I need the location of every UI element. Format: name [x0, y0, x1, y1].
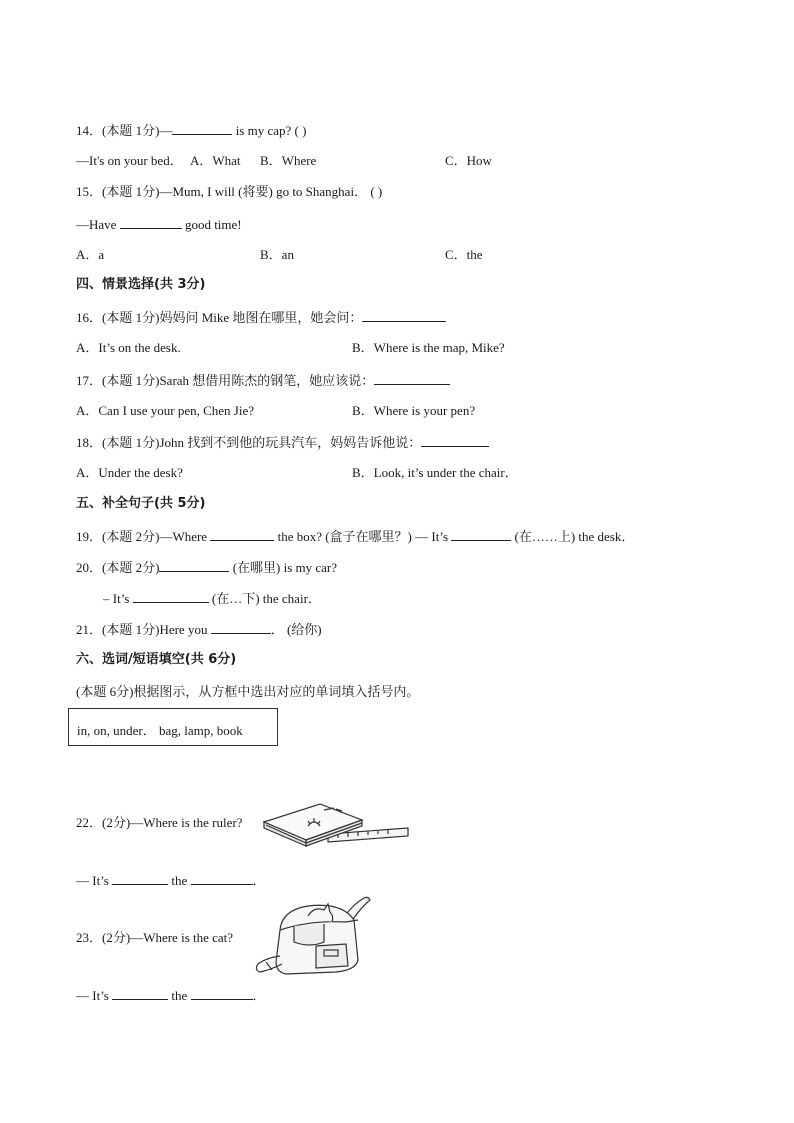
q15-reply: —Have good time! — [76, 217, 242, 232]
q19-blank-2[interactable] — [451, 528, 511, 541]
q22-blank-1[interactable] — [112, 872, 168, 885]
q15-option-a[interactable]: A．a — [76, 247, 105, 262]
q14-stem: 14．(本题 1分)— is my cap? ( ) — [76, 123, 307, 138]
q15-stem: 15．(本题 1分)—Mum, I will (将要) go to Shanghai． ( ) — [76, 184, 383, 199]
q14-answer-line: —It's on your bed． — [76, 153, 183, 168]
q20-stem: 20．(本题 2分) (在哪里) is my car? — [76, 560, 338, 575]
q14-blank[interactable] — [172, 122, 232, 135]
q19-stem: 19．(本题 2分)—Where the box? (盒子在哪里？) — It’s (在……上) the desk． — [76, 529, 635, 544]
q17-option-a[interactable]: A．Can I use your pen, Chen Jie? — [76, 403, 254, 418]
q17-option-b[interactable]: B．Where is your pen? — [352, 403, 476, 418]
q15-blank[interactable] — [120, 216, 182, 229]
q21-blank[interactable] — [211, 621, 271, 634]
section-6-heading: 六、选词/短语填空(共 6分) — [76, 652, 237, 667]
q20-reply: – It’s (在…下) the chair． — [103, 591, 321, 606]
word-box — [68, 708, 278, 746]
q18-option-b[interactable]: B．Look, it’s under the chair． — [352, 465, 518, 480]
q21-stem: 21．(本题 1分)Here you ． (给你) — [76, 622, 322, 637]
section-6-instruction: (本题 6分)根据图示，从方框中选出对应的单词填入括号内。 — [76, 684, 420, 699]
section-4-heading: 四、情景选择(共 3分) — [76, 277, 206, 292]
q23-blank-1[interactable] — [112, 987, 168, 1000]
book-over-ruler-drawing — [258, 798, 410, 852]
q23-blank-2[interactable] — [191, 987, 253, 1000]
q22-answer: — It’s the ． — [76, 873, 266, 888]
q18-blank[interactable] — [421, 434, 489, 447]
cat-in-bag-drawing — [250, 896, 376, 978]
q14-option-b[interactable]: B．Where — [260, 153, 317, 168]
q16-blank[interactable] — [362, 309, 446, 322]
q20-blank-2[interactable] — [133, 590, 209, 603]
q23-stem: 23．(2分)—Where is the cat? — [76, 930, 234, 945]
section-5-heading: 五、补全句子(共 5分) — [76, 496, 206, 511]
q22-stem: 22．(2分)—Where is the ruler? — [76, 815, 243, 830]
q17-blank[interactable] — [374, 372, 450, 385]
q15-option-c[interactable]: C．the — [445, 247, 483, 262]
q20-blank-1[interactable] — [159, 559, 229, 572]
q15-option-b[interactable]: B．an — [260, 247, 294, 262]
q14-option-a[interactable]: A．What — [190, 153, 241, 168]
q16-stem: 16．(本题 1分)妈妈问 Mike 地图在哪里，她会问： — [76, 309, 446, 326]
q18-option-a[interactable]: A．Under the desk? — [76, 465, 183, 480]
q23-answer: — It’s the ． — [76, 988, 266, 1003]
q16-option-b[interactable]: B．Where is the map, Mike? — [352, 340, 505, 355]
q17-stem: 17．(本题 1分)Sarah 想借用陈杰的钢笔，她应该说： — [76, 372, 450, 389]
q18-stem: 18．(本题 1分)John 找到不到他的玩具汽车，妈妈告诉他说： — [76, 434, 489, 451]
q19-blank-1[interactable] — [210, 528, 274, 541]
q14-option-c[interactable]: C．How — [445, 153, 492, 168]
word-box-text: in, on, under． bag, lamp, book — [77, 723, 243, 738]
q16-option-a[interactable]: A．It’s on the desk. — [76, 340, 181, 355]
q22-blank-2[interactable] — [191, 872, 253, 885]
